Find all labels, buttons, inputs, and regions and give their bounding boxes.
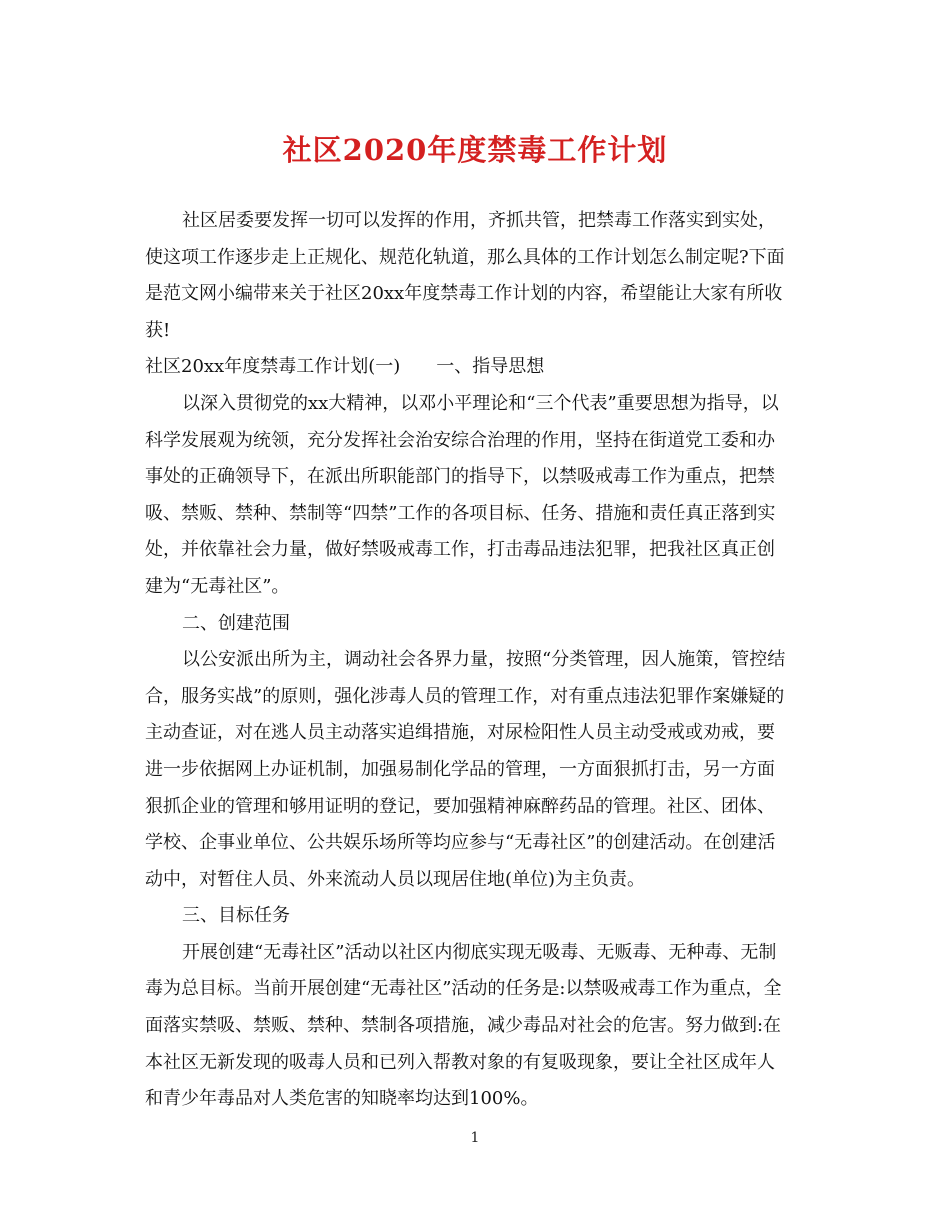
text-line: 社区居委要发挥一切可以发挥的作用，齐抓共管，把禁毒工作落实到实处，	[182, 210, 776, 231]
section-heading: 二、创建范围	[182, 612, 290, 634]
text-line: 使这项工作逐步走上正规化、规范化轨道，那么具体的工作计划怎么制定呢?下面	[145, 246, 785, 268]
text-line: 狠抓企业的管理和够用证明的登记，要加强精神麻醉药品的管理。社区、团体、	[145, 795, 775, 817]
text-line: 动中，对暂住人员、外来流动人员以现居住地(单位)为主负责。	[145, 868, 646, 890]
text-line: 学校、企事业单位、公共娱乐场所等均应参与“无毒社区”的创建活动。在创建活	[145, 832, 776, 854]
text-line: 开展创建“无毒社区”活动以社区内彻底实现无吸毒、无贩毒、无种毒、无制	[182, 941, 777, 963]
text-line: 事处的正确领导下，在派出所职能部门的指导下，以禁吸戒毒工作为重点，把禁	[145, 466, 775, 488]
text-line: 处，并依靠社会力量，做好禁吸戒毒工作，打击毒品违法犯罪，把我社区真正创	[145, 539, 775, 561]
text-line: 是范文网小编带来关于社区20xx年度禁毒工作计划的内容，希望能让大家有所收	[145, 283, 783, 305]
text-line: 进一步依据网上办证机制，加强易制化学品的管理，一方面狠抓打击，另一方面	[145, 758, 775, 780]
text-line: 合，服务实战”的原则，强化涉毒人员的管理工作，对有重点违法犯罪作案嫌疑的	[145, 685, 785, 707]
text-line: 科学发展观为统领，充分发挥社会治安综合治理的作用，坚持在街道党工委和办	[145, 429, 775, 451]
text-line: 建为“无毒社区”。	[145, 575, 290, 597]
text-line: 吸、禁贩、禁种、禁制等“四禁”工作的各项目标、任务、措施和责任真正落到实	[145, 502, 776, 524]
document-body	[145, 203, 810, 1118]
text-line: 以深入贯彻党的xx大精神，以邓小平理论和“三个代表”重要思想为指导，以	[182, 392, 779, 414]
text-line: 本社区无新发现的吸毒人员和已列入帮教对象的有复吸现象，要让全社区成年人	[145, 1051, 775, 1073]
text-line: 面落实禁吸、禁贩、禁种、禁制各项措施，减少毒品对社会的危害。努力做到:在	[145, 1015, 782, 1037]
text-line: 以公安派出所为主，调动社会各界力量，按照“分类管理，因人施策，管控结	[182, 649, 786, 671]
text-line: 获!	[145, 319, 171, 341]
document-title: 社区2020年度禁毒工作计划	[282, 133, 668, 167]
text-line: 和青少年毒品对人类危害的知晓率均达到100%。	[145, 1088, 539, 1110]
section-heading-line: 社区20xx年度禁毒工作计划(一) 一、指导思想	[145, 356, 545, 378]
text-line: 主动查证，对在逃人员主动落实追缉措施，对尿检阳性人员主动受戒或劝戒，要	[145, 722, 775, 744]
text-line: 毒为总目标。当前开展创建“无毒社区”活动的任务是:以禁吸戒毒工作为重点，全	[145, 978, 782, 1000]
section-heading: 三、目标任务	[182, 905, 290, 927]
page-number: 1	[470, 1130, 480, 1146]
